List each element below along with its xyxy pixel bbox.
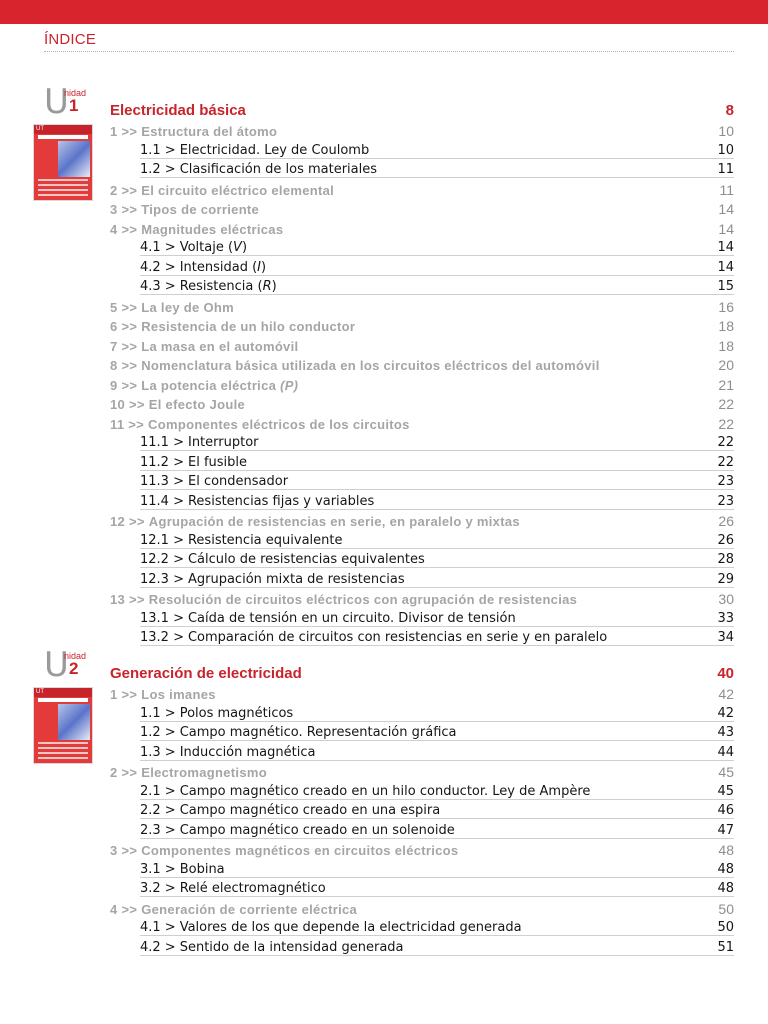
entry-page: 50 <box>718 900 734 917</box>
entry-title: Comparación de circuitos con resistencias en serie y en paralelo <box>187 630 608 645</box>
section-label <box>110 358 600 373</box>
section-label <box>110 902 357 917</box>
entry-title: Caída de tensión en un circuito. Divisor de tensión <box>187 610 516 626</box>
entry-number: 12.1 > <box>140 532 184 548</box>
entry-title: El circuito eléctrico elemental <box>141 182 335 198</box>
subsection-label <box>140 260 266 275</box>
entry-page: 45 <box>717 783 734 799</box>
entry-title: Nomenclatura básica utilizada en los circuitos eléctricos del automóvil <box>141 358 600 373</box>
unit-badge-suffix: nidad <box>64 88 87 98</box>
section-row[interactable] <box>110 354 734 373</box>
thumbnail-line <box>38 742 88 744</box>
entry-page: 10 <box>718 123 734 139</box>
chapter-row[interactable] <box>110 100 734 119</box>
entry-page: 14 <box>717 240 734 255</box>
entry-number: 4 >> <box>110 901 138 917</box>
entry-number: 1.1 > <box>140 705 176 721</box>
entry-title: Resolución de circuitos eléctricos con agrupación de resistencias <box>148 592 578 607</box>
subsection-label <box>140 862 225 877</box>
subsection-label <box>140 920 522 935</box>
subsection-row[interactable] <box>140 159 734 178</box>
entry-number: 8 >> <box>110 358 138 373</box>
entry-page: 23 <box>717 474 734 489</box>
subsection-row[interactable] <box>140 549 734 568</box>
subsection-label <box>140 494 374 509</box>
section-row[interactable] <box>110 413 734 432</box>
subsection-label <box>140 611 516 626</box>
entry-number: 6 >> <box>110 319 138 334</box>
subsection-row[interactable] <box>140 820 734 839</box>
section-row[interactable] <box>110 296 734 315</box>
entry-number: 1.2 > <box>140 725 176 740</box>
section-row[interactable] <box>110 335 734 354</box>
section-label <box>110 592 577 607</box>
entry-page: 42 <box>718 686 734 702</box>
section-label <box>110 202 259 217</box>
entry-page: 47 <box>717 822 734 838</box>
subsection-row[interactable] <box>140 742 734 761</box>
section-label <box>110 222 283 237</box>
entry-page: 15 <box>717 279 734 294</box>
subsection-label <box>140 279 277 294</box>
subsection-row[interactable] <box>140 237 734 256</box>
section-label <box>110 183 334 198</box>
entry-title: Campo magnético creado en un hilo conductor. Ley de Ampère <box>179 783 591 799</box>
entry-page: 26 <box>717 532 734 548</box>
chapter-page: 8 <box>725 102 734 119</box>
entry-title: Electromagnetismo <box>141 765 267 780</box>
entry-number: 1.3 > <box>140 744 176 760</box>
thumbnail-photo <box>58 704 90 740</box>
subsection-label <box>140 435 259 450</box>
thumbnail-text-lines <box>38 179 88 199</box>
entry-title: Agrupación de resistencias en serie, en paralelo y mixtas <box>148 514 520 529</box>
unit-number: 2 <box>69 659 79 678</box>
entry-number: 11.3 > <box>140 474 184 489</box>
subsection-label <box>140 552 425 567</box>
entry-page: 33 <box>717 610 734 626</box>
section-row[interactable] <box>110 761 734 780</box>
entry-number: 10 >> <box>110 397 145 412</box>
entry-number: 11.2 > <box>140 454 184 470</box>
entry-page: 30 <box>718 591 734 607</box>
subsection-label <box>140 803 440 818</box>
entry-number: 9 >> <box>110 377 138 393</box>
entry-page: 22 <box>718 415 734 432</box>
entry-title: Inducción magnética <box>179 744 316 760</box>
entry-number: 2 >> <box>110 765 138 780</box>
entry-page: 21 <box>718 376 734 393</box>
subsection-row[interactable] <box>140 140 734 159</box>
entry-page: 51 <box>717 939 734 955</box>
unit-number: 1 <box>69 96 79 115</box>
entry-page: 20 <box>718 357 734 373</box>
chapter-row[interactable] <box>110 663 734 682</box>
thumbnail-line <box>38 194 88 196</box>
entry-number: 13 >> <box>110 592 145 607</box>
entry-page: 29 <box>717 571 734 587</box>
entry-title: Valores de los que depende la electricidad generada <box>179 920 522 935</box>
entry-number: 1 >> <box>110 124 138 139</box>
subsection-row[interactable] <box>140 608 734 627</box>
top-color-band <box>0 0 768 24</box>
entry-title: Resistencia de un hilo conductor <box>141 319 356 334</box>
entry-title-suffix: ) <box>261 259 267 275</box>
subsection-row[interactable] <box>140 569 734 588</box>
entry-title: Campo magnético. Representación gráfica <box>179 725 457 740</box>
entry-title: Agrupación mixta de resistencias <box>187 571 405 587</box>
thumbnail-line <box>38 179 88 181</box>
subsection-row[interactable] <box>140 859 734 878</box>
entry-page: 11 <box>719 181 734 198</box>
entry-title: Generación de corriente eléctrica <box>141 901 358 917</box>
entry-title: La ley de Ohm <box>141 299 234 315</box>
entry-page: 34 <box>717 630 734 645</box>
section-row[interactable] <box>110 393 734 412</box>
section-label <box>110 319 355 334</box>
section-row[interactable] <box>110 510 734 529</box>
entry-page: 23 <box>717 493 734 509</box>
section-row[interactable] <box>110 839 734 858</box>
section-label <box>110 300 234 315</box>
entry-number: 4.1 > <box>140 920 176 935</box>
entry-title: Campo magnético creado en un solenoide <box>179 822 455 838</box>
section-row[interactable] <box>110 218 734 237</box>
entry-number: 5 >> <box>110 299 138 315</box>
entry-page: 48 <box>717 881 734 896</box>
unit-badge-letter: U <box>44 82 69 122</box>
entry-symbol: R <box>262 279 272 294</box>
entry-number: 12.3 > <box>140 571 184 587</box>
entry-number: 3.2 > <box>140 881 176 896</box>
entry-number: 3 >> <box>110 843 138 858</box>
entry-page: 22 <box>718 396 734 412</box>
thumbnail-line <box>38 752 88 754</box>
entry-number: 4.2 > <box>140 939 176 955</box>
unit-cover-thumbnail <box>33 124 93 201</box>
subsection-row[interactable] <box>140 627 734 646</box>
subsection-row[interactable] <box>140 452 734 471</box>
subsection-label <box>140 745 315 760</box>
entry-number: 1.1 > <box>140 142 176 158</box>
thumbnail-line <box>38 747 88 749</box>
thumbnail-line <box>38 189 88 191</box>
entry-symbol: (P) <box>280 377 299 393</box>
entry-title: Estructura del átomo <box>141 124 278 139</box>
entry-page: 44 <box>717 744 734 760</box>
subsection-label <box>140 533 343 548</box>
section-label <box>110 514 520 529</box>
thumbnail-tag: UT <box>36 689 44 695</box>
entry-page: 26 <box>718 513 734 529</box>
entry-title: Relé electromagnético <box>179 881 326 896</box>
entry-title-suffix: ) <box>271 279 277 294</box>
entry-title: Componentes magnéticos en circuitos eléctricos <box>141 843 459 858</box>
subsection-row[interactable] <box>140 937 734 956</box>
subsection-label <box>140 881 326 896</box>
entry-page: 18 <box>718 337 734 354</box>
entry-title: El condensador <box>187 474 289 489</box>
entry-page: 10 <box>717 142 734 158</box>
entry-page: 48 <box>717 861 734 877</box>
thumbnail-photo <box>58 141 90 177</box>
unit-badge-letter: U <box>44 645 69 685</box>
entry-page: 48 <box>718 842 734 858</box>
entry-title: Interruptor <box>187 435 259 450</box>
thumbnail-title-strip <box>38 698 88 702</box>
thumbnail-line <box>38 184 88 186</box>
subsection-label <box>140 162 377 177</box>
chapter-title: Electricidad básica <box>110 102 246 119</box>
entry-number: 2 >> <box>110 182 138 198</box>
entry-page: 46 <box>717 803 734 818</box>
subsection-label <box>140 143 369 158</box>
entry-symbol: I <box>257 259 262 275</box>
section-label <box>110 397 245 412</box>
page-title: ÍNDICE <box>44 31 97 48</box>
subsection-row[interactable] <box>140 491 734 510</box>
subsection-label <box>140 784 590 799</box>
section-label <box>110 339 298 354</box>
entry-title-suffix: ) <box>241 240 248 255</box>
subsection-label <box>140 823 455 838</box>
entry-symbol: V <box>233 240 242 255</box>
entry-page: 43 <box>717 725 734 740</box>
entry-title: Tipos de corriente <box>141 202 260 217</box>
entry-page: 45 <box>718 764 734 780</box>
entry-page: 22 <box>717 454 734 470</box>
entry-title: Cálculo de resistencias equivalentes <box>187 552 425 567</box>
entry-number: 11 >> <box>110 416 145 432</box>
entry-title: El fusible <box>187 454 248 470</box>
subsection-row[interactable] <box>140 276 734 295</box>
entry-title: Sentido de la intensidad generada <box>179 939 404 955</box>
entry-number: 3 >> <box>110 202 138 217</box>
chapter-page: 40 <box>717 665 734 682</box>
entry-number: 4.1 > <box>140 240 176 255</box>
entry-number: 1 >> <box>110 687 138 702</box>
entry-page: 14 <box>717 259 734 275</box>
entry-page: 14 <box>718 201 734 217</box>
section-label <box>110 417 410 432</box>
unit-badge-suffix: nidad <box>64 651 87 661</box>
subsection-label <box>140 240 247 255</box>
section-label <box>110 124 277 139</box>
subsection-label <box>140 572 405 587</box>
subsection-label <box>140 474 288 489</box>
entry-page: 14 <box>718 220 734 237</box>
entry-number: 12 >> <box>110 514 145 529</box>
entry-title: El efecto Joule <box>148 397 246 412</box>
entry-page: 22 <box>717 435 734 450</box>
entry-title: Polos magnéticos <box>179 705 294 721</box>
unit-badge <box>44 82 96 128</box>
subsection-row[interactable] <box>140 471 734 490</box>
chapter-title: Generación de electricidad <box>110 665 302 682</box>
entry-page: 16 <box>718 298 734 315</box>
section-row[interactable] <box>110 374 734 393</box>
entry-title: Componentes eléctricos de los circuitos <box>148 416 410 432</box>
entry-title: Resistencia ( <box>179 279 263 294</box>
entry-number: 2.1 > <box>140 783 176 799</box>
entry-title: Magnitudes eléctricas <box>141 221 284 237</box>
section-row[interactable] <box>110 588 734 607</box>
unit-badge <box>44 645 96 691</box>
entry-title: Los imanes <box>141 687 216 702</box>
entry-page: 50 <box>717 920 734 935</box>
entry-title: Campo magnético creado en una espira <box>179 803 441 818</box>
subsection-label <box>140 455 247 470</box>
entry-number: 2.2 > <box>140 803 176 818</box>
section-label <box>110 687 216 702</box>
entry-page: 28 <box>717 552 734 567</box>
entry-number: 4.3 > <box>140 279 176 294</box>
entry-page: 42 <box>717 705 734 721</box>
section-row[interactable] <box>110 315 734 334</box>
entry-number: 4.2 > <box>140 259 176 275</box>
subsection-row[interactable] <box>140 781 734 800</box>
subsection-row[interactable] <box>140 800 734 819</box>
entry-title: Bobina <box>179 861 225 877</box>
thumbnail-tag: UT <box>36 126 44 132</box>
subsection-row[interactable] <box>140 917 734 936</box>
entry-number: 12.2 > <box>140 552 184 567</box>
subsection-row[interactable] <box>140 530 734 549</box>
entry-title: Intensidad ( <box>179 259 258 275</box>
subsection-row[interactable] <box>140 878 734 897</box>
entry-number: 1.2 > <box>140 162 176 177</box>
entry-number: 7 >> <box>110 338 138 354</box>
entry-number: 13.1 > <box>140 610 184 626</box>
entry-page: 11 <box>717 162 734 177</box>
entry-number: 11.4 > <box>140 493 184 509</box>
subsection-label <box>140 630 607 645</box>
entry-title: Clasificación de los materiales <box>179 162 378 177</box>
section-row[interactable] <box>110 683 734 702</box>
entry-title: Resistencia equivalente <box>187 532 343 548</box>
thumbnail-text-lines <box>38 742 88 762</box>
subsection-row[interactable] <box>140 257 734 276</box>
entry-title: Voltaje ( <box>179 240 234 255</box>
unit-cover-thumbnail <box>33 687 93 764</box>
entry-number: 13.2 > <box>140 630 184 645</box>
thumbnail-title-strip <box>38 135 88 139</box>
subsection-row[interactable] <box>140 703 734 722</box>
subsection-row[interactable] <box>140 722 734 741</box>
entry-title: Resistencias fijas y variables <box>187 493 375 509</box>
entry-page: 18 <box>718 318 734 334</box>
section-row[interactable] <box>110 120 734 139</box>
entry-number: 11.1 > <box>140 435 184 450</box>
section-row[interactable] <box>110 898 734 917</box>
section-row[interactable] <box>110 179 734 198</box>
entry-title: La potencia eléctrica <box>141 377 281 393</box>
entry-number: 2.3 > <box>140 822 176 838</box>
section-label <box>110 765 267 780</box>
thumbnail-line <box>38 757 88 759</box>
entry-number: 3.1 > <box>140 861 176 877</box>
header-divider <box>44 51 734 52</box>
subsection-label <box>140 706 293 721</box>
entry-number: 4 >> <box>110 221 138 237</box>
section-row[interactable] <box>110 198 734 217</box>
subsection-row[interactable] <box>140 432 734 451</box>
entry-title: Electricidad. Ley de Coulomb <box>179 142 370 158</box>
section-label <box>110 378 298 393</box>
section-label <box>110 843 458 858</box>
subsection-label <box>140 725 457 740</box>
subsection-label <box>140 940 404 955</box>
entry-title: La masa en el automóvil <box>141 338 299 354</box>
